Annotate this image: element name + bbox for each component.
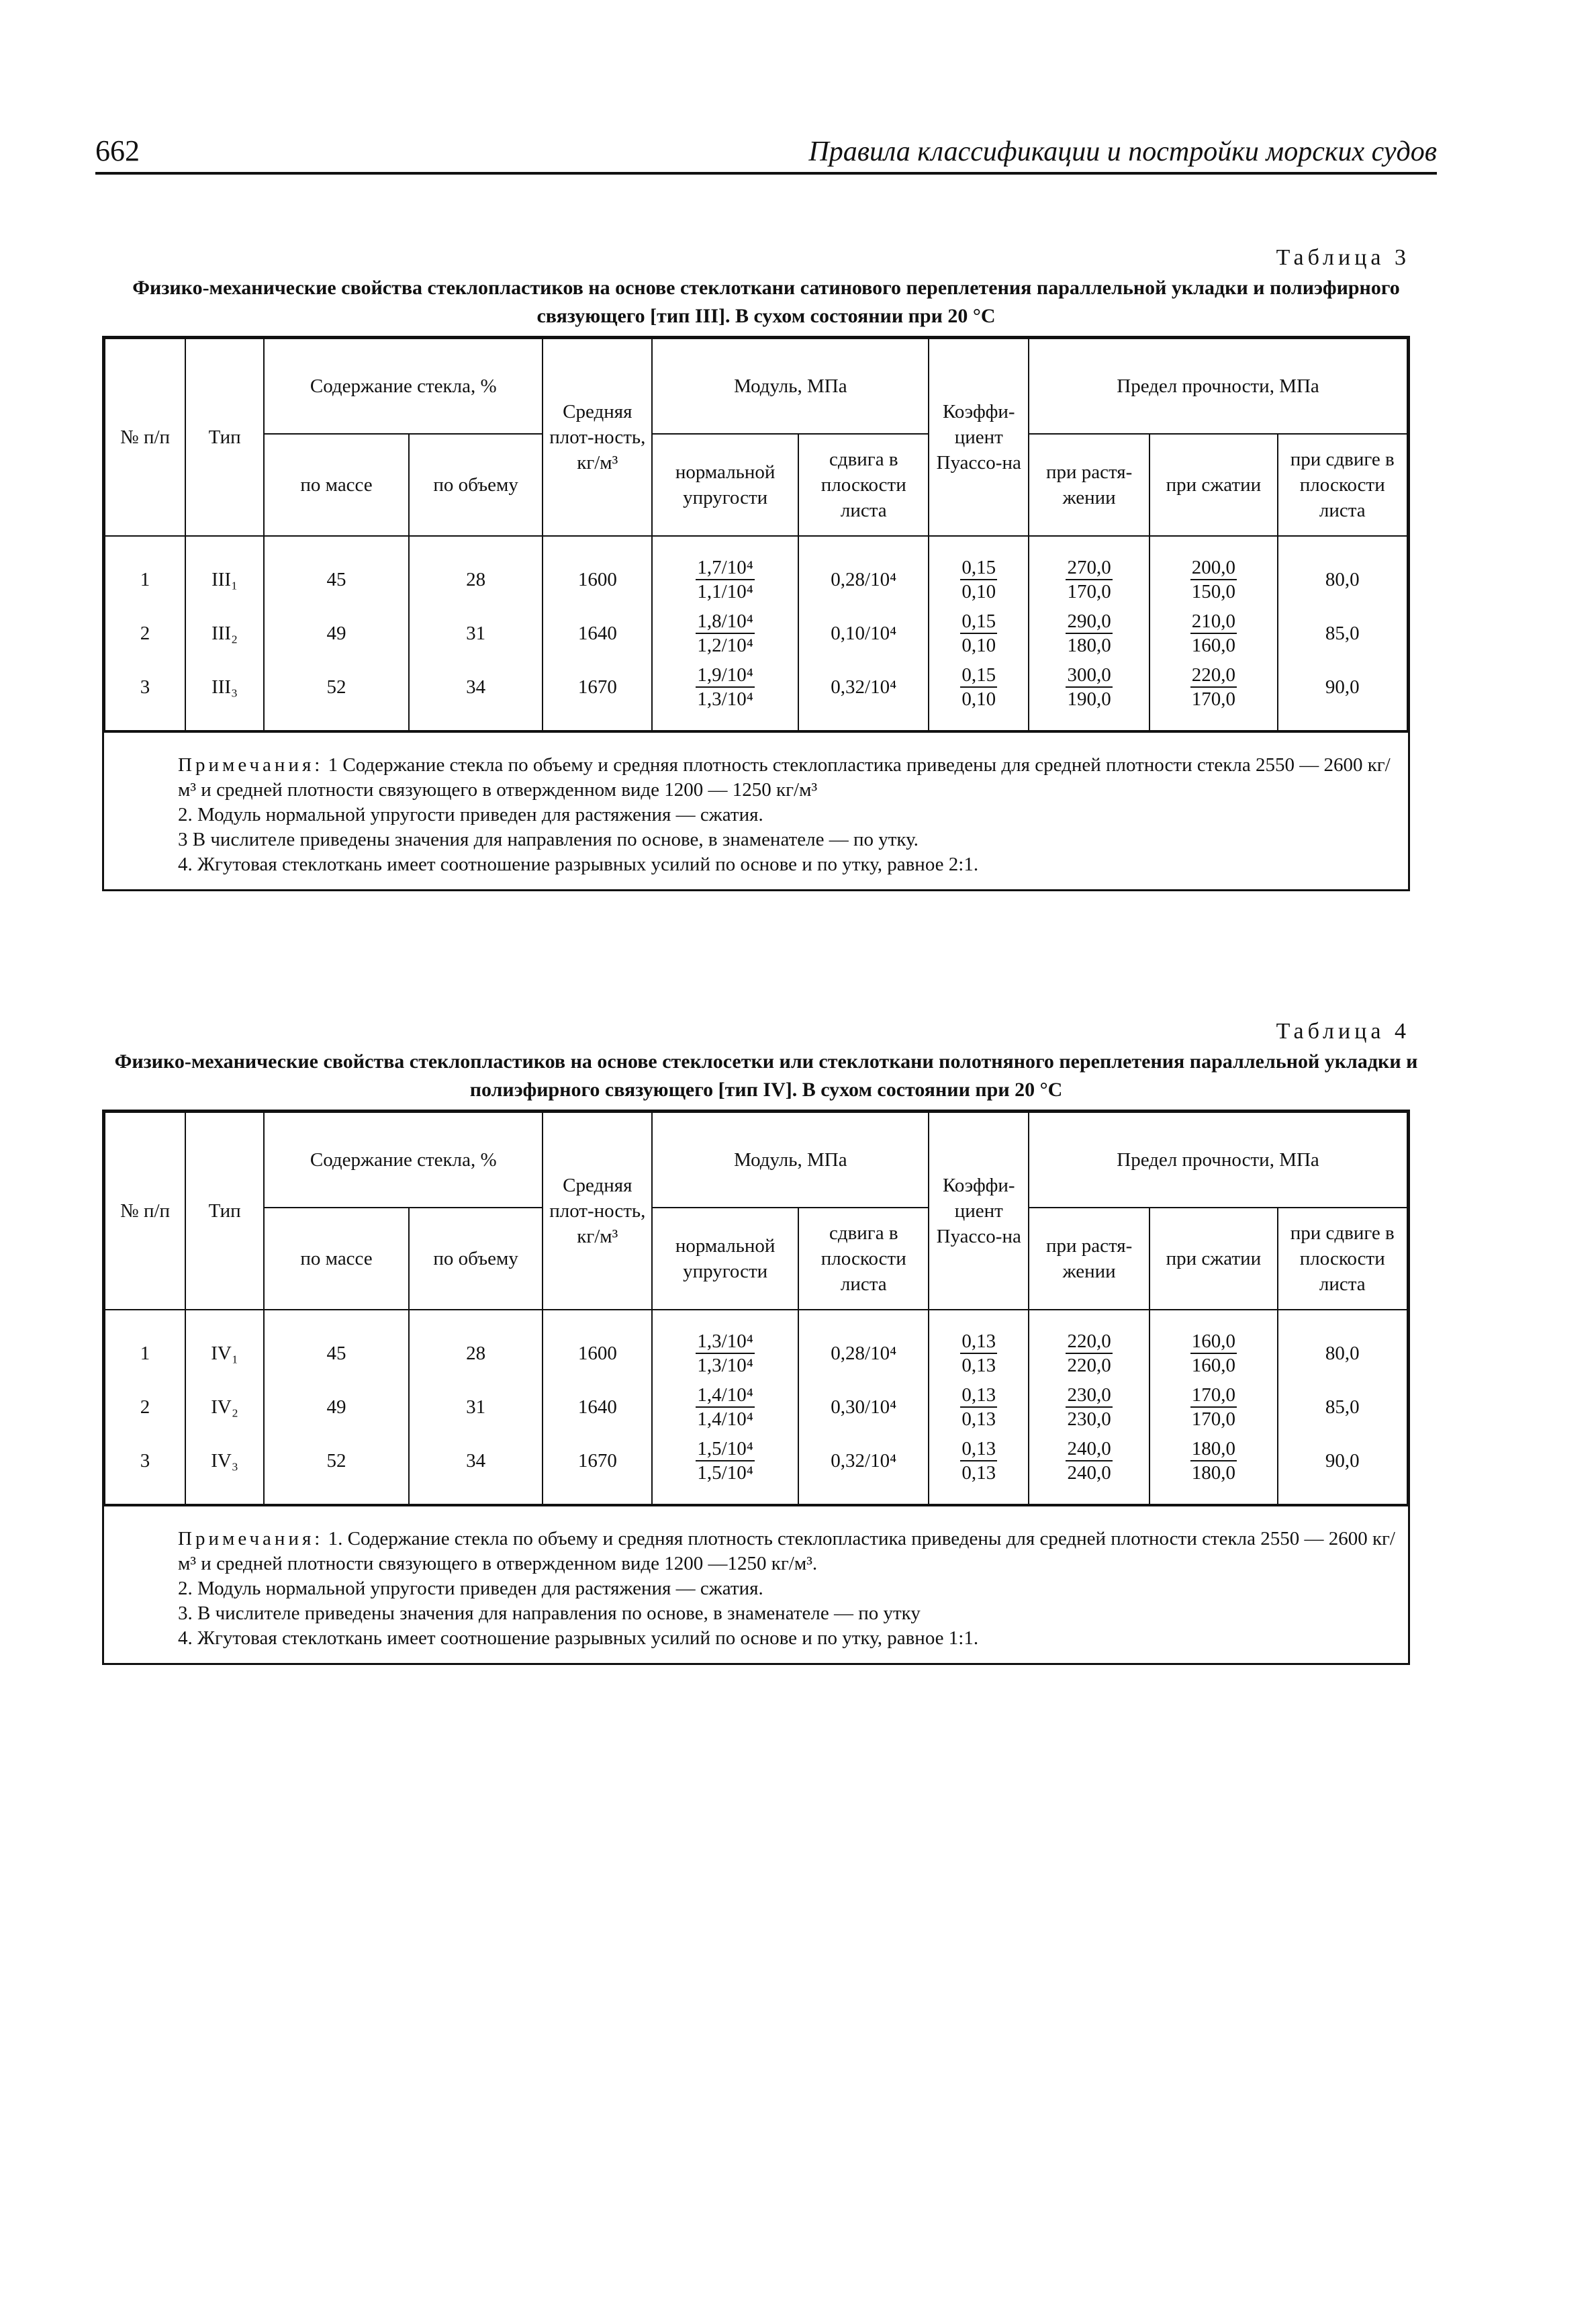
table-cell: III₃ [212,676,238,698]
fraction-denominator: 0,13 [961,1408,996,1430]
col-normal: нормальной упругости [652,1208,798,1310]
table3-notes [104,731,1408,889]
fraction-numerator: 220,0 [1190,664,1237,688]
fraction-denominator: 180,0 [1067,635,1111,656]
fraction-numerator: 200,0 [1190,556,1237,580]
fraction-numerator: 1,9/10⁴ [696,664,754,688]
table-cell: 31 [466,1396,486,1418]
fraction-denominator: 190,0 [1067,688,1111,710]
fraction-denominator: 180,0 [1191,1462,1235,1484]
table4 [102,1110,1410,1665]
table3-grid [104,338,1408,731]
fraction-numerator: 0,15 [960,664,997,688]
col-tension: при растя-жении [1029,434,1149,536]
table-cell: IV₁ [211,1343,238,1364]
fraction-numerator: 1,8/10⁴ [696,610,754,634]
col-shear: сдвига в плоскости листа [798,434,929,536]
page-number: 662 [95,134,140,167]
table-cell: 34 [466,676,486,698]
fraction-denominator: 240,0 [1067,1462,1111,1484]
fraction-denominator: 160,0 [1191,1355,1235,1376]
table-cell: 0,28/10⁴ [831,1343,897,1364]
note-item: 2. Модуль нормальной упругости приведен для растяжения — сжатия. [178,804,763,825]
fraction-denominator: 0,10 [961,688,996,710]
table-cell: 85,0 [1325,623,1360,644]
table-cell: 49 [326,1396,346,1418]
table4-label: Таблица 4 [1276,1019,1410,1044]
fraction-denominator: 1,5/10⁴ [697,1462,753,1484]
fraction-denominator: 1,3/10⁴ [697,688,753,710]
table-cell: 28 [466,1343,486,1364]
table-cell: 52 [326,676,346,698]
table-cell: 2 [140,623,150,644]
table-cell: 0,32/10⁴ [831,676,897,698]
fraction-numerator: 0,13 [960,1384,997,1408]
table-cell: IV₃ [211,1450,238,1472]
fraction-denominator: 1,1/10⁴ [697,581,753,602]
table3-caption: Физико-механические свойства стеклопластиков на основе стеклоткани сатинового переплетения параллельной укладки и полиэфирного связующего [тип III]. В сухом состоянии при 20 °С [132,277,1400,327]
table-cell: 2 [140,1396,150,1418]
col-compression: при сжатии [1149,434,1277,536]
note-item: 3. В числителе приведены значения для направления по основе, в знаменателе — по утку [178,1603,921,1624]
table-cell: III₁ [212,569,238,590]
table-cell: 45 [326,1343,346,1364]
note-item: 4. Жгутовая стеклоткань имеет соотношение разрывных усилий по основе и по утку, равное 1:1. [178,1627,979,1649]
note-item: 3 В числителе приведены значения для направления по основе, в знаменателе — по утку. [178,829,919,850]
table-cell: 0,30/10⁴ [831,1396,897,1418]
table-cell: 1670 [577,676,617,698]
page-header [95,132,1437,175]
fraction-numerator: 1,5/10⁴ [696,1437,754,1461]
table-cell: 3 [140,676,150,698]
col-by-volume: по объему [409,434,543,536]
table-cell: 80,0 [1325,569,1360,590]
col-poisson: Коэффи-циент Пуассо-на [929,1112,1029,1310]
fraction-denominator: 170,0 [1191,1408,1235,1430]
table4-notes [104,1505,1408,1663]
table4-grid [104,1112,1408,1505]
table-cell: 49 [326,623,346,644]
fraction-numerator: 1,3/10⁴ [696,1330,754,1354]
fraction-denominator: 0,10 [961,581,996,602]
fraction-numerator: 220,0 [1066,1330,1112,1354]
fraction-numerator: 270,0 [1066,556,1112,580]
table-cell: 0,32/10⁴ [831,1450,897,1472]
table-cell: 1640 [577,1396,617,1418]
table-cell: 80,0 [1325,1343,1360,1364]
note-item: 2. Модуль нормальной упругости приведен для растяжения — сжатия. [178,1578,763,1599]
col-by-volume: по объему [409,1208,543,1310]
fraction-denominator: 0,13 [961,1355,996,1376]
table-cell: 1 [140,1343,150,1364]
col-modulus: Модуль, МПа [652,339,929,434]
table-cell: IV₂ [211,1396,238,1418]
col-modulus: Модуль, МПа [652,1112,929,1208]
col-shear-plane: при сдвиге в плоскости листа [1278,1208,1407,1310]
fraction-numerator: 0,15 [960,556,997,580]
fraction-denominator: 1,3/10⁴ [697,1355,753,1376]
fraction-denominator: 170,0 [1191,688,1235,710]
table-cell: 34 [466,1450,486,1472]
table3 [102,336,1410,891]
col-glass: Содержание стекла, % [264,339,543,434]
table-cell: 1640 [577,623,617,644]
col-num: № п/п [105,339,185,536]
table-cell: 28 [466,569,486,590]
note-item: 4. Жгутовая стеклоткань имеет соотношение разрывных усилий по основе и по утку, равное 2:1. [178,854,979,875]
notes-title: Примечания: [178,1528,324,1549]
fraction-numerator: 170,0 [1190,1384,1237,1408]
fraction-numerator: 180,0 [1190,1437,1237,1461]
fraction-denominator: 0,13 [961,1462,996,1484]
col-density: Средняя плот-ность, кг/м³ [543,1112,652,1310]
table-cell: 1600 [577,569,617,590]
note-item: 1. Содержание стекла по объему и средняя плотность стеклопластика приведены для средней плотности стекла 2550 — 2600 кг/м³ и средней плотности связующего в отвержденном виде 1200 —1250 кг/м³. [178,1528,1395,1574]
table-cell: 90,0 [1325,1450,1360,1472]
fraction-numerator: 210,0 [1190,610,1237,634]
fraction-denominator: 1,4/10⁴ [697,1408,753,1430]
fraction-numerator: 290,0 [1066,610,1112,634]
fraction-numerator: 300,0 [1066,664,1112,688]
fraction-numerator: 230,0 [1066,1384,1112,1408]
col-strength: Предел прочности, МПа [1029,1112,1407,1208]
col-shear-plane: при сдвиге в плоскости листа [1278,434,1407,536]
col-by-mass: по массе [264,434,409,536]
fraction-denominator: 220,0 [1067,1355,1111,1376]
table-cell: 1670 [577,1450,617,1472]
col-strength: Предел прочности, МПа [1029,339,1407,434]
col-type: Тип [185,1112,264,1310]
table-cell: 31 [466,623,486,644]
running-title: Правила классификации и постройки морских судов [808,136,1437,167]
table-cell: 90,0 [1325,676,1360,698]
col-num: № п/п [105,1112,185,1310]
table-cell: III₂ [212,623,238,644]
fraction-denominator: 230,0 [1067,1408,1111,1430]
col-normal: нормальной упругости [652,434,798,536]
table4-caption: Физико-механические свойства стеклопластиков на основе стеклосетки или стеклоткани полотняного переплетения параллельной укладки и полиэфирного связующего [тип IV]. В сухом состоянии при 20 °С [114,1050,1418,1101]
col-shear: сдвига в плоскости листа [798,1208,929,1310]
table-cell: 52 [326,1450,346,1472]
fraction-denominator: 170,0 [1067,581,1111,602]
fraction-denominator: 0,10 [961,635,996,656]
col-density: Средняя плот-ность, кг/м³ [543,339,652,536]
table-cell: 0,10/10⁴ [831,623,897,644]
fraction-denominator: 1,2/10⁴ [697,635,753,656]
table-cell: 1600 [577,1343,617,1364]
table3-label: Таблица 3 [1276,245,1410,270]
table-cell: 85,0 [1325,1396,1360,1418]
fraction-numerator: 0,15 [960,610,997,634]
table-cell: 3 [140,1450,150,1472]
col-poisson: Коэффи-циент Пуассо-на [929,339,1029,536]
fraction-numerator: 1,4/10⁴ [696,1384,754,1408]
col-compression: при сжатии [1149,1208,1277,1310]
col-tension: при растя-жении [1029,1208,1149,1310]
table-cell: 1 [140,569,150,590]
col-glass: Содержание стекла, % [264,1112,543,1208]
col-by-mass: по массе [264,1208,409,1310]
fraction-numerator: 160,0 [1190,1330,1237,1354]
table-cell: 45 [326,569,346,590]
fraction-numerator: 0,13 [960,1437,997,1461]
notes-title: Примечания: [178,754,324,776]
fraction-numerator: 0,13 [960,1330,997,1354]
note-item: 1 Содержание стекла по объему и средняя плотность стеклопластика приведены для средней плотности стекла 2550 — 2600 кг/м³ и средней плотности связующего в отвержденном виде 1200 — 1250 кг/м³ [178,754,1391,801]
fraction-denominator: 160,0 [1191,635,1235,656]
fraction-denominator: 150,0 [1191,581,1235,602]
fraction-numerator: 1,7/10⁴ [696,556,754,580]
table-cell: 0,28/10⁴ [831,569,897,590]
fraction-numerator: 240,0 [1066,1437,1112,1461]
col-type: Тип [185,339,264,536]
